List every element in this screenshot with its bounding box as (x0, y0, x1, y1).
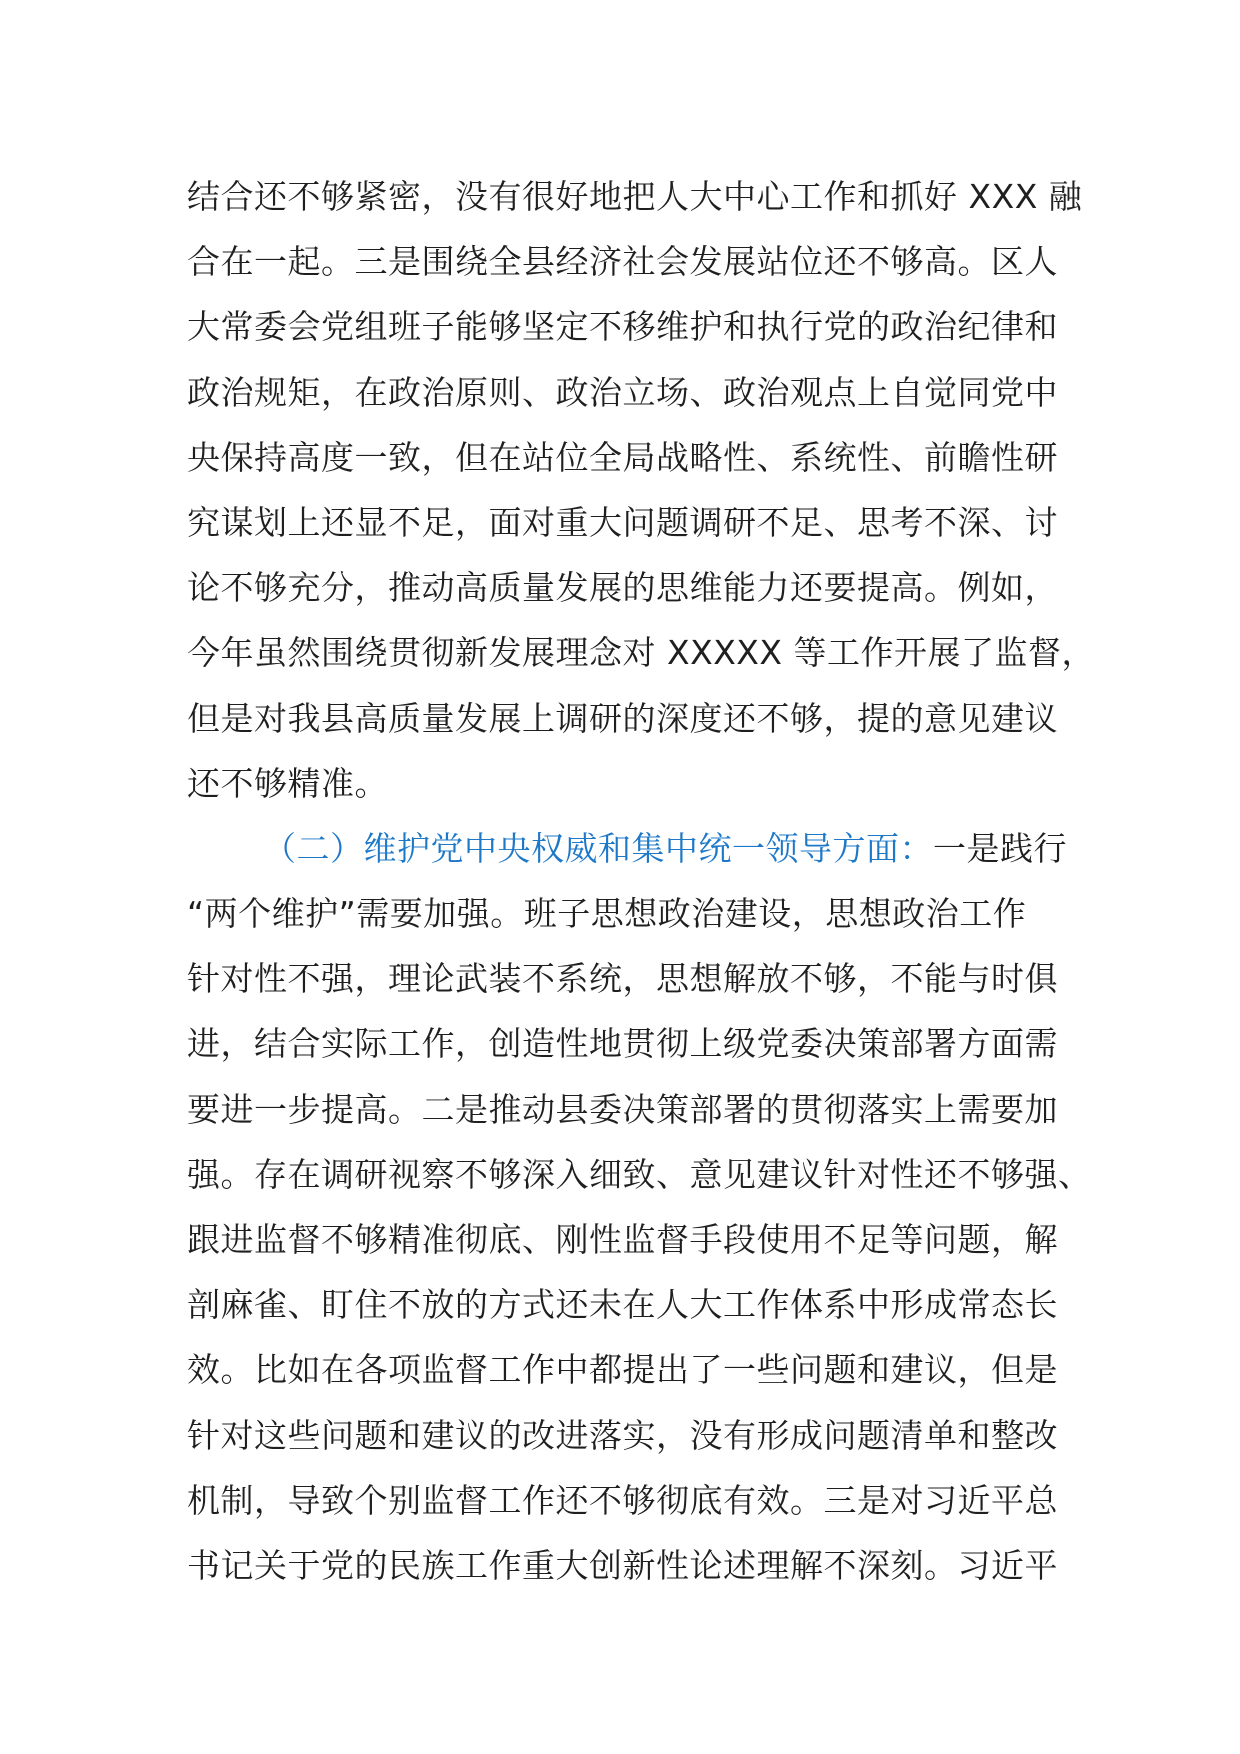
paragraph-line: 跟进监督不够精准彻底、刚性监督手段使用不足等问题，解 (187, 1220, 1058, 1259)
paragraph-line: 央保持高度一致，但在站位全局战略性、系统性、前瞻性研 (187, 437, 1058, 477)
paragraph-line: 究谋划上还显不足，面对重大问题调研不足、思考不深、讨 (187, 502, 1058, 542)
paragraph-line: “两个维护”需要加强。班子思想政治建设，思想政治工作 (187, 894, 1027, 934)
paragraph-line: 针对这些问题和建议的改进落实，没有形成问题清单和整改 (187, 1415, 1058, 1455)
section-heading: （二）维护党中央权威和集中统一领导方面： (263, 828, 933, 868)
paragraph-line: 今年虽然围绕贯彻新发展理念对 XXXXX 等工作开展了监督， (187, 633, 1096, 673)
paragraph-line: 结合还不够紧密，没有很好地把人大中心工作和抓好 XXX 融 (187, 177, 1083, 216)
paragraph-line: 机制，导致个别监督工作还不够彻底有效。三是对习近平总 (187, 1480, 1058, 1520)
paragraph-line: 进，结合实际工作，创造性地贯彻上级党委决策部署方面需 (187, 1024, 1058, 1064)
section-heading-continuation: 一是践行 (933, 828, 1067, 868)
paragraph-line: 剖麻雀、盯住不放的方式还未在人大工作体系中形成常态长 (187, 1285, 1058, 1325)
paragraph-line: 效。比如在各项监督工作中都提出了一些问题和建议，但是 (187, 1350, 1058, 1390)
paragraph-line: 合在一起。三是围绕全县经济社会发展站位还不够高。区人 (187, 242, 1058, 282)
paragraph-line: 强。存在调研视察不够深入细致、意见建议针对性还不够强、 (187, 1154, 1092, 1194)
paragraph-line: 针对性不强，理论武装不系统，思想解放不够，不能与时俱 (187, 959, 1058, 999)
paragraph-line: 政治规矩，在政治原则、政治立场、政治观点上自觉同党中 (187, 372, 1058, 412)
document-body (187, 164, 1096, 1598)
paragraph-2 (187, 816, 1092, 1598)
paragraph-line: 书记关于党的民族工作重大创新性论述理解不深刻。习近平 (187, 1545, 1058, 1585)
paragraph-line: 论不够充分，推动高质量发展的思维能力还要提高。例如， (187, 568, 1058, 608)
paragraph-line: 还不够精准。 (187, 763, 388, 803)
paragraph-1 (187, 164, 1096, 816)
paragraph-line: 大常委会党组班子能够坚定不移维护和执行党的政治纪律和 (187, 307, 1058, 347)
paragraph-line: 要进一步提高。二是推动县委决策部署的贯彻落实上需要加 (187, 1089, 1058, 1129)
section-heading-line (187, 816, 1067, 881)
paragraph-line: 但是对我县高质量发展上调研的深度还不够，提的意见建议 (187, 698, 1058, 738)
